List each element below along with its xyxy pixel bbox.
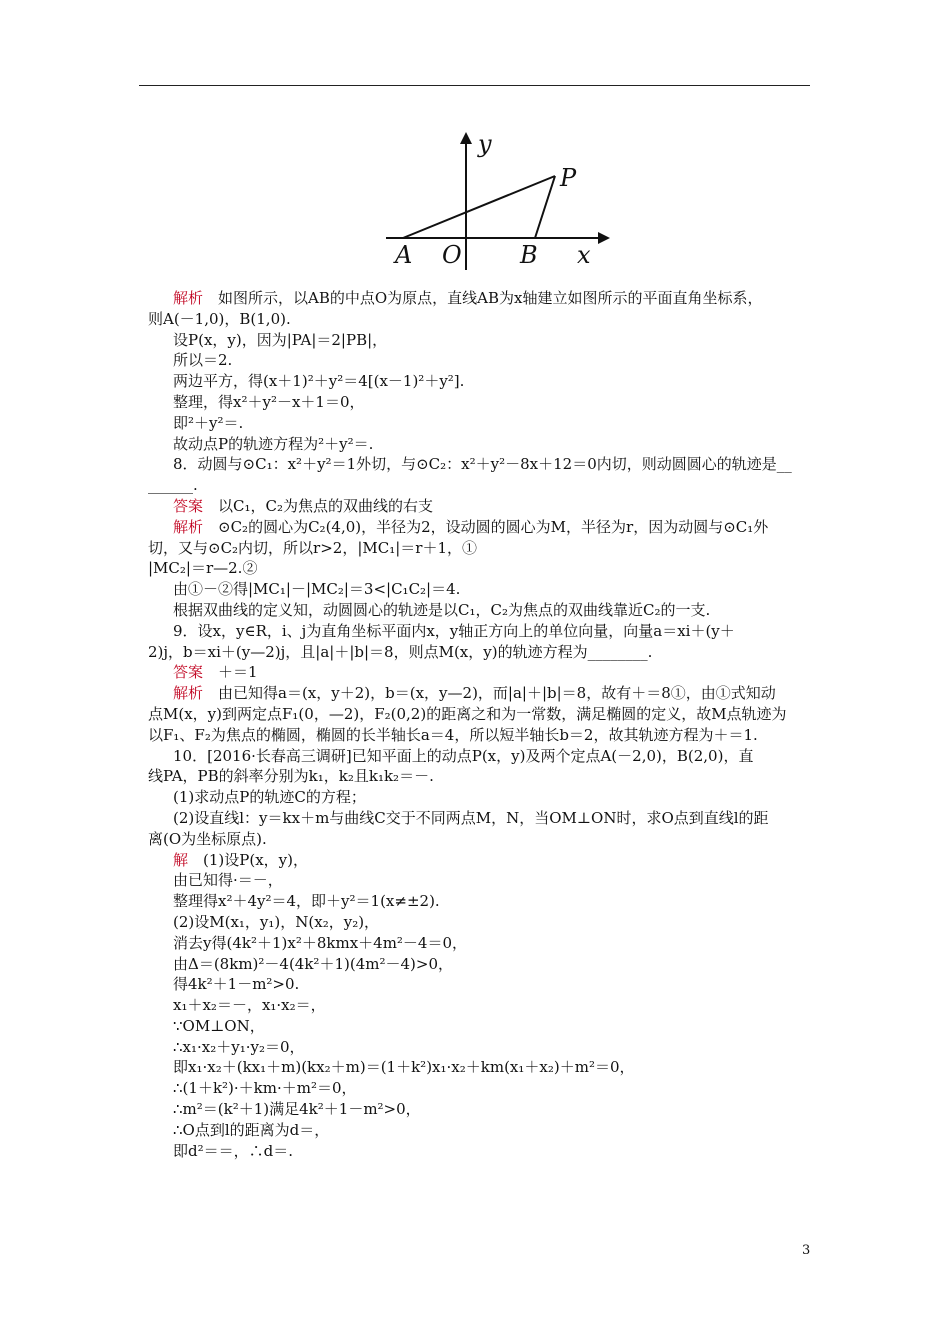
line-text: ∴x₁·x₂＋y₁·y₂＝0， — [173, 1037, 305, 1056]
document-body — [148, 288, 814, 1161]
line-text: ∴O点到l的距离为d＝， — [173, 1120, 330, 1139]
text-line — [148, 1120, 814, 1141]
segment-PA — [403, 176, 555, 238]
line-text: 10．[2016·长春高三调研]已知平面上的动点P(x，y)及两个定点A(－2,0)，B(2,0)，直 — [173, 746, 754, 765]
text-line — [148, 1099, 814, 1120]
line-text: 即d²＝＝，∴d＝. — [173, 1141, 293, 1160]
label-B: B — [520, 241, 538, 269]
text-line — [148, 538, 814, 559]
label-O: O — [442, 241, 462, 269]
text-line — [148, 850, 814, 871]
line-text: ∴m²＝(k²＋1)满足4k²＋1－m²>0， — [173, 1100, 421, 1119]
line-text: x₁＋x₂＝－，x₁·x₂＝， — [173, 996, 326, 1015]
line-text: 由已知得a＝(x，y＋2)，b＝(x，y—2)，而|a|＋|b|＝8，故有＋＝8①，由①式知动 — [203, 684, 776, 703]
text-line — [148, 330, 814, 351]
text-line — [148, 621, 814, 642]
text-line — [148, 434, 814, 455]
line-text: 由Δ＝(8km)²－4(4k²＋1)(4m²－4)>0， — [173, 954, 453, 973]
text-line — [148, 808, 814, 829]
text-line — [148, 662, 814, 683]
line-text: 由已知得·＝－， — [173, 871, 283, 890]
segment-PB — [535, 176, 555, 238]
text-line — [148, 1057, 814, 1078]
label-A: A — [395, 241, 413, 269]
line-text: (2)设M(x₁，y₁)，N(x₂，y₂)， — [173, 912, 380, 931]
line-text: (1)求动点P的轨迹C的方程； — [173, 788, 366, 807]
text-line — [148, 558, 814, 579]
answer-tag: 解 — [173, 850, 189, 869]
line-text: 即²＋y²＝. — [173, 413, 244, 432]
text-line — [148, 600, 814, 621]
text-line — [148, 454, 814, 475]
label-y: y — [478, 130, 492, 158]
text-line — [148, 683, 814, 704]
coordinate-figure — [380, 128, 610, 276]
line-text: 点M(x，y)到两定点F₁(0，—2)，F₂(0,2)的距离之和为一常数，满足椭圆的定义，故M点轨迹为 — [148, 704, 787, 723]
text-line — [148, 933, 814, 954]
line-text: 以F₁、F₂为焦点的椭圆，椭圆的长半轴长a＝4，所以短半轴长b＝2，故其轨迹方程为＋＝1. — [148, 725, 758, 744]
answer-tag: 解析 — [173, 289, 204, 307]
text-line — [148, 642, 814, 663]
line-text: (1)设P(x，y)， — [188, 850, 308, 869]
answer-tag: 答案 — [173, 663, 204, 682]
text-line — [148, 371, 814, 392]
text-line — [148, 725, 814, 746]
text-line — [148, 309, 814, 330]
line-text: 离(O为坐标原点). — [148, 829, 267, 848]
text-line — [148, 1141, 814, 1162]
line-text: ⊙C₂的圆心为C₂(4,0)，半径为2，设动圆的圆心为M，半径为r，因为动圆与⊙C₁外 — [203, 517, 769, 536]
line-text: 切，又与⊙C₂内切，所以r>2，|MC₁|＝r＋1，① — [148, 538, 478, 557]
line-text: 整理得x²＋4y²＝4，即＋y²＝1(x≠±2). — [173, 892, 440, 911]
text-line — [148, 1016, 814, 1037]
text-line — [148, 704, 814, 725]
text-line — [148, 974, 814, 995]
header-rule — [139, 85, 810, 86]
line-text: 所以＝2. — [173, 351, 233, 370]
line-text: 根据双曲线的定义知，动圆圆心的轨迹是以C₁，C₂为焦点的双曲线靠近C₂的一支. — [173, 600, 711, 619]
line-text: 消去y得(4k²＋1)x²＋8kmx＋4m²－4＝0， — [173, 933, 468, 952]
line-text: ______. — [148, 476, 198, 495]
answer-tag: 解析 — [173, 517, 204, 536]
text-line — [148, 579, 814, 600]
line-text: 得4k²＋1－m²>0. — [173, 975, 300, 994]
line-text: 9．设x，y∈R，i、j为直角坐标平面内x，y轴正方向上的单位向量，向量a＝xi＋(y＋ — [173, 621, 735, 640]
line-text: 以C₁，C₂为焦点的双曲线的右支 — [203, 496, 433, 515]
text-line — [148, 517, 814, 538]
text-line — [148, 288, 814, 309]
text-line — [148, 413, 814, 434]
text-line — [148, 912, 814, 933]
text-line — [148, 475, 814, 496]
line-text: 整理，得x²＋y²－x＋1＝0， — [173, 392, 365, 411]
text-line — [148, 954, 814, 975]
line-text: 8．动圆与⊙C₁：x²＋y²＝1外切，与⊙C₂：x²＋y²－8x＋12＝0内切，则动圆圆心的轨迹是__ — [173, 455, 792, 474]
line-text: 由①－②得|MC₁|－|MC₂|＝3<|C₁C₂|＝4. — [173, 580, 461, 599]
text-line — [148, 350, 814, 371]
line-text: |MC₂|＝r—2.② — [148, 559, 258, 578]
x-axis-arrow — [598, 232, 610, 244]
line-text: 即x₁·x₂＋(kx₁＋m)(kx₂＋m)＝(1＋k²)x₁·x₂＋km(x₁＋x₂)＋m²＝0， — [173, 1058, 635, 1077]
line-text: 故动点P的轨迹方程为²＋y²＝. — [173, 434, 374, 453]
text-line — [148, 1078, 814, 1099]
line-text: ＋＝1 — [203, 663, 258, 682]
line-text: ∵OM⊥ON， — [173, 1016, 265, 1035]
line-text: 设P(x，y)，因为|PA|＝2|PB|， — [173, 330, 388, 349]
label-x: x — [577, 241, 591, 269]
line-text: (2)设直线l：y＝kx＋m与曲线C交于不同两点M，N，当OM⊥ON时，求O点到直线l的距 — [173, 808, 769, 827]
text-line — [148, 1037, 814, 1058]
text-line — [148, 891, 814, 912]
text-line — [148, 746, 814, 767]
line-text: 则A(－1,0)，B(1,0). — [148, 309, 291, 328]
text-line — [148, 392, 814, 413]
text-line — [148, 787, 814, 808]
text-line — [148, 766, 814, 787]
line-text: 线PA，PB的斜率分别为k₁，k₂且k₁k₂＝－. — [148, 767, 434, 786]
line-text: ∴(1＋k²)·＋km·＋m²＝0， — [173, 1079, 357, 1098]
line-text: 两边平方，得(x＋1)²＋y²＝4[(x－1)²＋y²]. — [173, 372, 465, 391]
y-axis-arrow — [460, 132, 472, 144]
answer-tag: 答案 — [173, 496, 204, 515]
line-text: 如图所示，以AB的中点O为原点，直线AB为x轴建立如图所示的平面直角坐标系， — [203, 289, 763, 307]
text-line — [148, 829, 814, 850]
label-P: P — [560, 164, 577, 192]
line-text: 2)j，b＝xi＋(y—2)j，且|a|＋|b|＝8，则点M(x，y)的轨迹方程为________. — [148, 642, 653, 661]
answer-tag: 解析 — [173, 684, 204, 703]
text-line — [148, 496, 814, 517]
text-line — [148, 995, 814, 1016]
text-line — [148, 870, 814, 891]
page-number: 3 — [802, 1243, 811, 1258]
